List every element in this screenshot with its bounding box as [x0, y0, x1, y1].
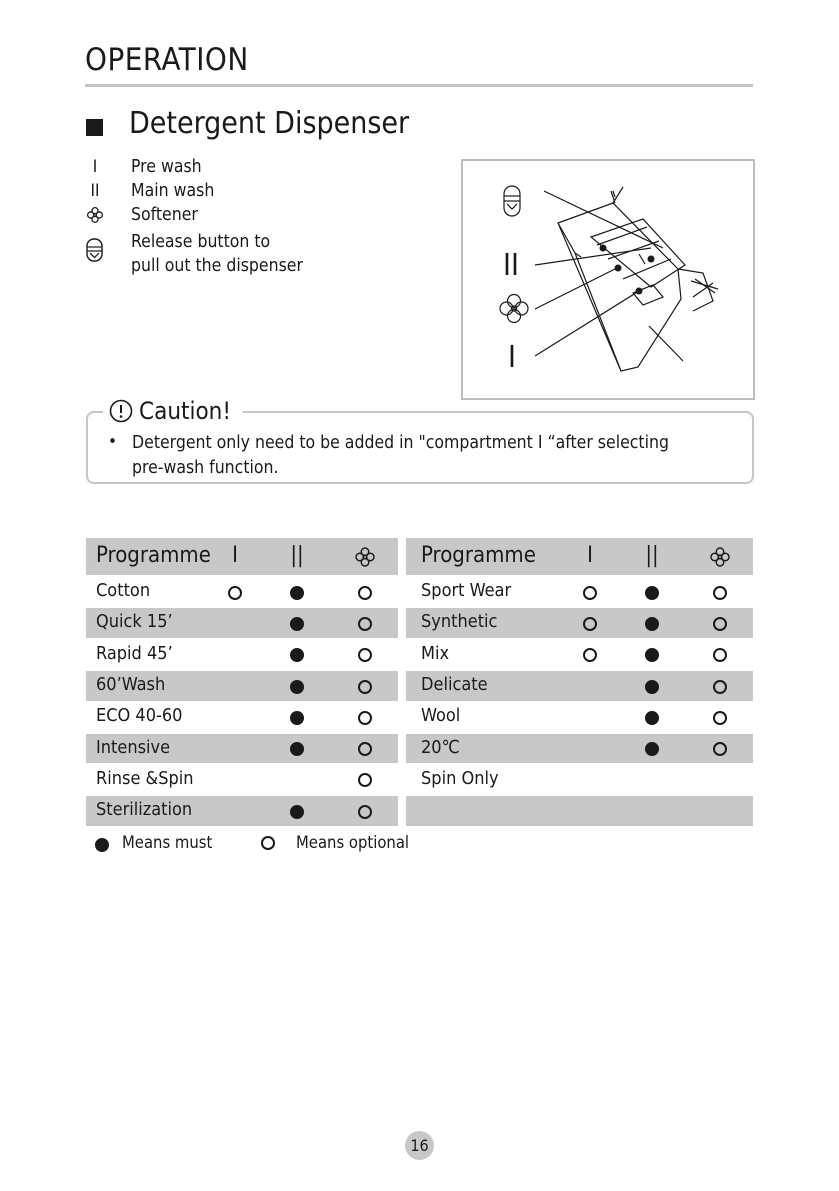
programme-name: Sterilization — [96, 799, 193, 821]
page-title: OPERATION — [85, 42, 249, 78]
legend-mainwash-label: Main wash — [131, 181, 215, 201]
optional-dot — [228, 586, 242, 600]
table-row — [406, 640, 753, 670]
must-dot — [645, 680, 659, 694]
legend-softener-label: Softener — [131, 205, 198, 225]
programme-name: 60’Wash — [96, 673, 166, 695]
release-button-icon — [86, 238, 103, 262]
optional-dot — [358, 586, 372, 600]
legend-release-label-line2: pull out the dispenser — [131, 256, 303, 276]
flower-icon — [500, 295, 528, 323]
programme-name: Mix — [421, 642, 450, 664]
programme-name: Rapid 45’ — [96, 642, 173, 664]
roman-one-symbol: I — [92, 157, 98, 177]
must-dot — [645, 586, 659, 600]
optional-dot — [583, 586, 597, 600]
footnote-must: Means must — [122, 833, 213, 852]
programme-name: Synthetic — [421, 611, 498, 633]
table-row — [406, 796, 753, 826]
optional-dot — [713, 586, 727, 600]
legend-release-label-line1: Release button to — [131, 232, 271, 252]
header-prewash-symbol: I — [587, 543, 593, 568]
optional-dot-icon — [261, 836, 275, 850]
programme-name: 20℃ — [421, 736, 460, 758]
must-dot-icon — [95, 838, 109, 852]
header-prewash-symbol: I — [232, 543, 238, 568]
must-dot — [290, 586, 304, 600]
legend-prewash-label: Pre wash — [131, 157, 202, 177]
header-flower-icon — [354, 546, 376, 572]
optional-dot — [713, 680, 727, 694]
must-dot — [645, 711, 659, 725]
programme-name: Cotton — [96, 580, 151, 601]
title-divider — [85, 84, 753, 87]
optional-dot — [358, 711, 372, 725]
programme-name: Intensive — [96, 736, 171, 758]
bullet-dot: • — [108, 432, 118, 452]
header-programme: Programme — [421, 543, 536, 568]
must-dot — [290, 805, 304, 819]
dispenser-diagram-frame — [461, 159, 755, 400]
header-mainwash-symbol: || — [290, 543, 304, 568]
page-number: 16 — [405, 1131, 434, 1160]
section-title: Detergent Dispenser — [129, 106, 410, 141]
diagram-label-pre-wash: I — [508, 340, 516, 375]
header-flower-icon — [709, 546, 731, 572]
optional-dot — [713, 617, 727, 631]
optional-dot — [713, 711, 727, 725]
roman-two-symbol: II — [90, 181, 100, 201]
programme-name: Rinse &Spin — [96, 767, 194, 789]
optional-dot — [358, 617, 372, 631]
programme-name: Spin Only — [421, 767, 499, 789]
header-programme: Programme — [96, 543, 211, 568]
caution-title: Caution! — [139, 397, 232, 425]
must-dot — [290, 711, 304, 725]
must-dot — [290, 680, 304, 694]
must-dot — [290, 617, 304, 631]
caution-header — [103, 397, 243, 425]
flower-icon — [86, 206, 104, 224]
must-dot — [645, 617, 659, 631]
footnote-optional: Means optional — [296, 833, 410, 852]
optional-dot — [583, 617, 597, 631]
dispenser-drawing — [463, 161, 753, 398]
section-bullet-square — [86, 119, 103, 136]
programme-name: Sport Wear — [421, 580, 512, 601]
exclamation-circle-icon — [109, 399, 133, 423]
diagram-label-main-wash: II — [503, 248, 519, 283]
caution-line-2: pre-wash function. — [132, 458, 279, 478]
caution-line-1: Detergent only need to be added in "compartment I “after selecting — [132, 433, 669, 453]
header-mainwash-symbol: || — [645, 543, 659, 568]
programme-name: Wool — [421, 705, 461, 727]
programme-name: Quick 15’ — [96, 611, 173, 633]
optional-dot — [358, 680, 372, 694]
optional-dot — [358, 805, 372, 819]
programme-name: Delicate — [421, 673, 488, 695]
programme-name: ECO 40-60 — [96, 705, 183, 727]
